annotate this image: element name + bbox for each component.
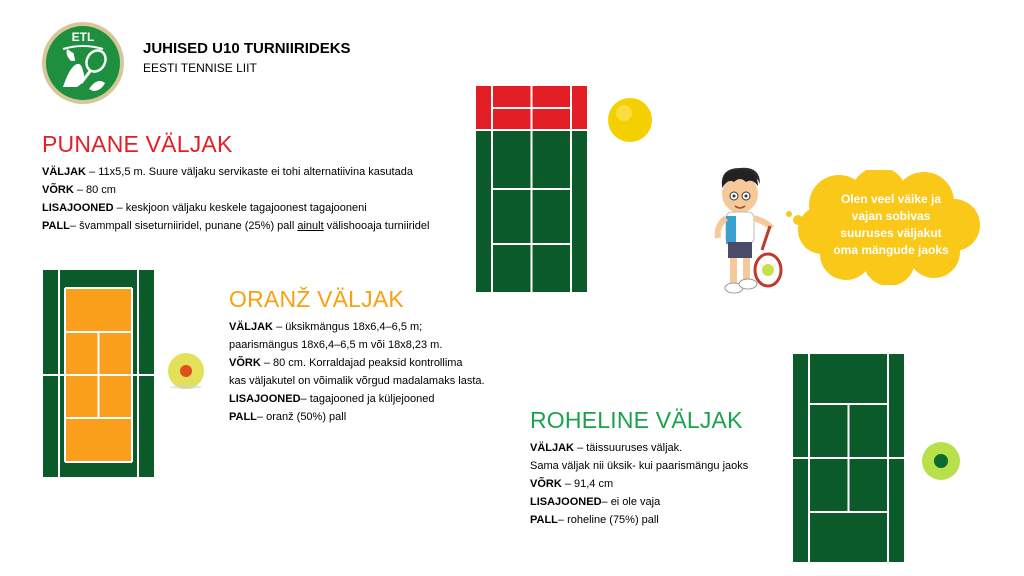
orange-ball-icon [166,351,206,391]
red-court-text [42,163,429,235]
green-court-diagram [791,352,906,564]
red-line-3: LISAJOONED – keskjoon väljaku keskele tagajoonest tagajooneni [42,202,367,214]
bubble-line: oma mängude jaoks [833,243,949,257]
orange-court-diagram [41,268,156,479]
green-line-2: Sama väljak nii üksik- kui paarismängu jaoks [530,460,749,472]
orange-line-1: VÄLJAK – üksikmängus 18x6,4–6,5 m; [229,321,423,333]
green-line-3: VÕRK – 91,4 cm [530,478,614,490]
orange-line-5: LISAJOONED– tagajooned ja küljejooned [229,393,435,405]
foam-ball-icon [607,97,653,143]
red-line-1: VÄLJAK – 11x5,5 m. Suure väljaku servikaste ei tohi alternatiivina kasutada [42,166,413,178]
orange-line-2: paarismängus 18x6,4–6,5 m või 18x8,23 m. [229,339,443,351]
green-ball-icon [920,440,962,482]
bubble-line: vajan sobivas [851,209,931,223]
green-court-title: ROHELINE VÄLJAK [530,407,743,433]
green-court-text [530,439,748,529]
etl-logo [41,21,125,105]
bubble-line: suuruses väljakut [840,226,942,240]
green-line-4: LISAJOONED– ei ole vaja [530,496,661,508]
green-line-5: PALL– roheline (75%) pall [530,514,659,526]
orange-line-4: kas väljakutel on võimalik võrgud madalamaks lasta. [229,375,485,387]
page-title: JUHISED U10 TURNIIRIDEKS [143,40,351,57]
red-court-title: PUNANE VÄLJAK [42,131,233,157]
logo-text: ETL [71,30,95,44]
red-line-2: VÕRK – 80 cm [42,184,116,196]
orange-line-3: VÕRK – 80 cm. Korraldajad peaksid kontrollima [229,357,463,369]
red-court-diagram [474,84,589,294]
bubble-line: Olen veel väike ja [840,192,942,206]
red-line-4: PALL– švammpall siseturniiridel, punane (25%) pall ainult välishooaja turniiridel [42,220,430,232]
green-line-1: VÄLJAK – täissuuruses väljak. [530,442,683,454]
orange-court-text [229,318,485,426]
page-subtitle: EESTI TENNISE LIIT [143,61,257,75]
orange-line-6: PALL– oranž (50%) pall [229,411,347,423]
speech-bubble-text [826,191,956,259]
orange-court-title: ORANŽ VÄLJAK [229,286,404,312]
